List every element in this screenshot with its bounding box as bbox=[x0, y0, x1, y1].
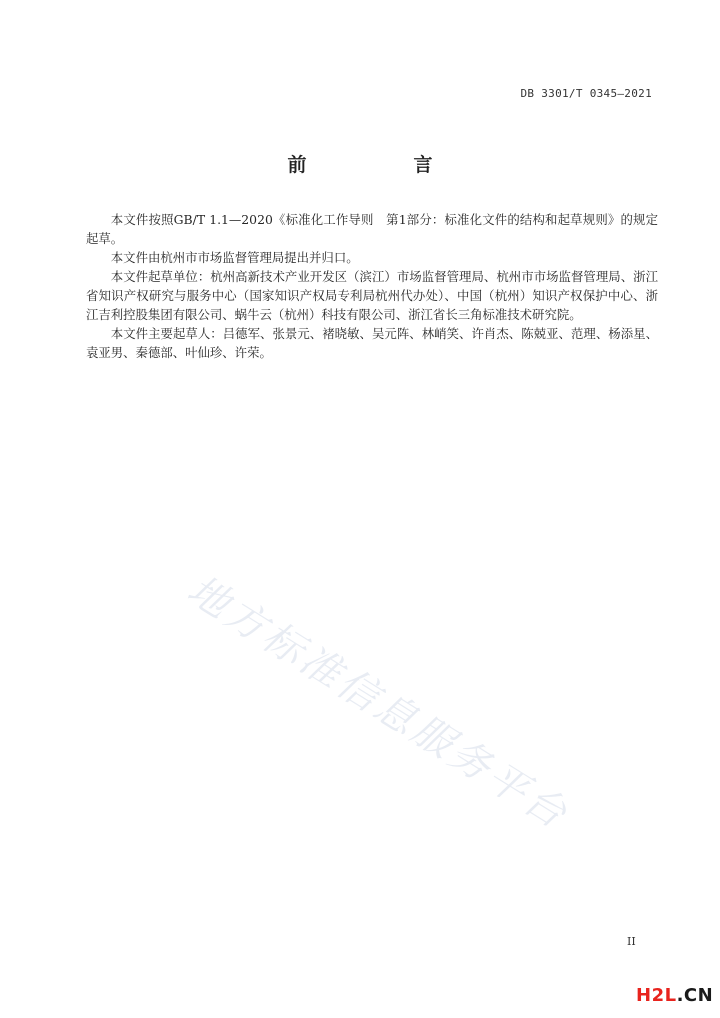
standard-code: DB 3301/T 0345—2021 bbox=[520, 87, 652, 100]
watermark: 地方标准信息服务平台 bbox=[179, 566, 577, 840]
site-logo-brand: H2L bbox=[636, 985, 677, 1006]
paragraph-proposer: 本文件由杭州市市场监督管理局提出并归口。 bbox=[110, 250, 359, 265]
paragraph-drafting-rule: 本文件按照GB/T 1.1—2020《标准化工作导则 第1部分：标准化文件的结构和起草规则》的规定起草。 bbox=[86, 212, 658, 246]
paragraph-drafting-units: 本文件起草单位：杭州高新技术产业开发区（滨江）市场监督管理局、杭州市市场监督管理局、浙江省知识产权研究与服务中心（国家知识产权局专利局杭州代办处）、中国（杭州）知识产权保护中心、浙江吉利控股集团有限公司、蜗牛云（杭州）科技有限公司、浙江省长三角标准技术研究院。 bbox=[86, 269, 658, 322]
site-logo-tld: .CN bbox=[676, 985, 714, 1006]
paragraph-drafters: 本文件主要起草人：吕德军、张景元、褚晓敏、吴元阵、林峭笑、许肖杰、陈兢亚、范理、杨添星、袁亚男、秦德部、叶仙珍、许荣。 bbox=[86, 326, 658, 360]
document-body bbox=[86, 210, 658, 362]
page-title: 前 言 bbox=[287, 154, 477, 176]
page-number: II bbox=[627, 935, 636, 948]
site-logo bbox=[636, 985, 713, 1006]
